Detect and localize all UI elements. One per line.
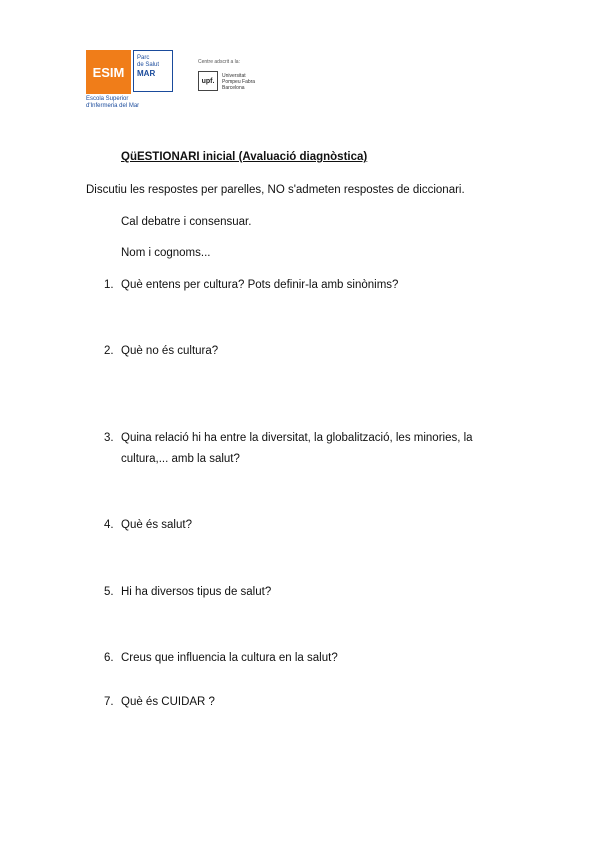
- question-text: Què entens per cultura? Pots definir-la amb sinònims?: [121, 279, 399, 291]
- question-number: 3.: [104, 432, 114, 444]
- name-line: Nom i cognoms...: [121, 247, 211, 259]
- question-number: 6.: [104, 652, 114, 664]
- parc-salut-mar-logo: [133, 50, 173, 92]
- esim-caption-line2: d'Infermeria del Mar: [86, 103, 140, 109]
- instruction-text: Cal debatre i consensuar.: [121, 216, 252, 228]
- upf-logo: upf.: [198, 71, 218, 91]
- question-text: Quina relació hi ha entre la diversitat, la globalització, les minories, la cultura,... amb la salut?: [121, 432, 473, 465]
- esim-caption-line1: Escola Superior: [86, 96, 129, 102]
- esim-logo: ESIM: [86, 50, 131, 94]
- question-text: Creus que influencia la cultura en la salut?: [121, 652, 338, 664]
- intro-text: Discutiu les respostes per parelles, NO s'admeten respostes de diccionari.: [86, 184, 465, 196]
- question-text: Hi ha diversos tipus de salut?: [121, 586, 272, 598]
- question-number: 2.: [104, 345, 114, 357]
- upf-line3: Barcelona: [222, 85, 245, 91]
- upf-line2: Pompeu Fabra: [222, 79, 256, 85]
- question-text: Què no és cultura?: [121, 345, 219, 357]
- parc-logo-line3: MAR: [137, 69, 156, 78]
- question-text: Què és salut?: [121, 519, 192, 531]
- parc-logo-line1: Parc: [137, 55, 150, 61]
- question-number: 5.: [104, 586, 114, 598]
- upf-name: [222, 73, 272, 91]
- center-assoc-label: Centre adscrit a la:: [198, 59, 240, 65]
- document-title: QüESTIONARI inicial (Avaluació diagnòstica): [121, 151, 368, 163]
- question-text: Què és CUIDAR ?: [121, 696, 215, 708]
- parc-logo-line2: de Salut: [137, 62, 160, 68]
- upf-line1: Universitat: [222, 73, 246, 79]
- question-number: 7.: [104, 696, 114, 708]
- esim-caption: [86, 96, 186, 110]
- question-number: 4.: [104, 519, 114, 531]
- question-number: 1.: [104, 279, 114, 291]
